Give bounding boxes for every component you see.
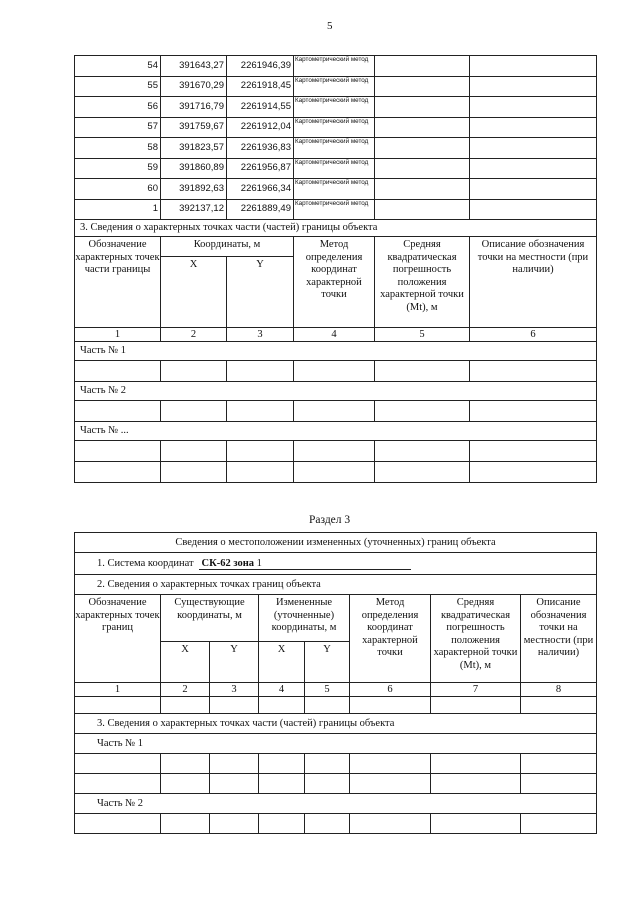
column-number: 6 xyxy=(470,328,597,342)
empty-cell xyxy=(375,361,470,382)
empty-cell xyxy=(227,462,294,483)
empty-cell xyxy=(431,754,521,774)
part-row xyxy=(75,734,597,754)
part-row xyxy=(75,794,597,814)
point-error xyxy=(375,158,470,179)
column-number: 3 xyxy=(210,683,259,697)
header-y: Y xyxy=(227,257,294,328)
header-error: Средняя квадратическая погрешность положения характерной точки (Mt), м xyxy=(375,237,470,328)
empty-cell xyxy=(75,462,161,483)
point-x: 391759,67 xyxy=(161,117,227,138)
point-y: 2261912,04 xyxy=(227,117,294,138)
boundary-points-table xyxy=(74,55,597,483)
table2-title: Сведения о местоположении измененных (уточненных) границ объекта xyxy=(75,533,597,553)
t2-header-changed: Измененные (уточненные) координаты, м xyxy=(259,595,350,642)
point-method: Картометрический метод xyxy=(294,158,375,179)
empty-cell xyxy=(259,774,305,794)
empty-cell xyxy=(161,814,210,834)
point-row xyxy=(75,97,597,118)
empty-cell xyxy=(350,754,431,774)
point-description xyxy=(470,117,597,138)
point-method: Картометрический метод xyxy=(294,117,375,138)
part-label: Часть № ... xyxy=(75,422,597,441)
point-id: 55 xyxy=(75,76,161,97)
point-method: Картометрический метод xyxy=(294,97,375,118)
t2-section3-title: 3. Сведения о характерных точках части (частей) границы объекта xyxy=(75,714,597,734)
header-description: Описание обозначения точки на местности (при наличии) xyxy=(470,237,597,328)
column-number: 4 xyxy=(259,683,305,697)
point-x: 391716,79 xyxy=(161,97,227,118)
point-description xyxy=(470,158,597,179)
t2-header-existing: Существующие координаты, м xyxy=(161,595,259,642)
point-row xyxy=(75,56,597,77)
point-y: 2261966,34 xyxy=(227,179,294,200)
empty-row xyxy=(75,754,597,774)
point-row xyxy=(75,76,597,97)
empty-cell xyxy=(294,401,375,422)
empty-cell xyxy=(210,774,259,794)
point-error xyxy=(375,117,470,138)
t2-header-y-changed: Y xyxy=(305,642,350,683)
empty-cell xyxy=(259,814,305,834)
part-row xyxy=(75,342,597,361)
t2-header-x-changed: X xyxy=(259,642,305,683)
point-error xyxy=(375,76,470,97)
point-x: 391860,89 xyxy=(161,158,227,179)
empty-row xyxy=(75,441,597,462)
point-x: 392137,12 xyxy=(161,199,227,220)
empty-cell xyxy=(375,462,470,483)
column-number: 6 xyxy=(350,683,431,697)
empty-cell xyxy=(521,814,597,834)
empty-cell xyxy=(75,361,161,382)
point-method: Картометрический метод xyxy=(294,179,375,200)
t2-header-x-existing: X xyxy=(161,642,210,683)
empty-cell xyxy=(161,361,227,382)
point-description xyxy=(470,138,597,159)
point-method: Картометрический метод xyxy=(294,138,375,159)
point-row xyxy=(75,179,597,200)
header-designation: Обозначение характерных точек части границы xyxy=(75,237,161,328)
column-number: 8 xyxy=(521,683,597,697)
point-id: 58 xyxy=(75,138,161,159)
empty-cell xyxy=(294,462,375,483)
column-number: 1 xyxy=(75,328,161,342)
empty-cell xyxy=(227,401,294,422)
empty-cell xyxy=(431,774,521,794)
part-row xyxy=(75,382,597,401)
column-number: 1 xyxy=(75,683,161,697)
point-id: 59 xyxy=(75,158,161,179)
empty-cell xyxy=(294,441,375,462)
empty-cell xyxy=(259,754,305,774)
header-method: Метод определения координат характерной точки xyxy=(294,237,375,328)
empty-row xyxy=(75,774,597,794)
point-y: 2261918,45 xyxy=(227,76,294,97)
empty-cell xyxy=(75,754,161,774)
empty-cell xyxy=(75,441,161,462)
empty-cell xyxy=(210,697,259,714)
point-x: 391892,63 xyxy=(161,179,227,200)
point-error xyxy=(375,97,470,118)
point-y: 2261889,49 xyxy=(227,199,294,220)
changed-boundaries-table xyxy=(74,532,597,834)
page-number: 5 xyxy=(327,20,333,32)
point-error xyxy=(375,179,470,200)
t2-header-error: Средняя квадратическая погрешность положения характерной точки (Mt), м xyxy=(431,595,521,683)
coord-system-row xyxy=(75,553,597,575)
empty-cell xyxy=(161,754,210,774)
t2-header-designation: Обозначение характерных точек границ xyxy=(75,595,161,683)
column-number: 2 xyxy=(161,683,210,697)
part-label: Часть № 2 xyxy=(75,794,597,814)
point-error xyxy=(375,138,470,159)
point-y: 2261946,39 xyxy=(227,56,294,77)
point-row xyxy=(75,158,597,179)
t2-header-method: Метод определения координат характерной точки xyxy=(350,595,431,683)
empty-cell xyxy=(210,754,259,774)
t2-header-y-existing: Y xyxy=(210,642,259,683)
empty-cell xyxy=(305,697,350,714)
points-title: 2. Сведения о характерных точках границ объекта xyxy=(75,575,597,595)
part-row xyxy=(75,422,597,441)
point-x: 391823,57 xyxy=(161,138,227,159)
empty-cell xyxy=(294,361,375,382)
coord-system-zone: 1 xyxy=(256,557,262,569)
point-row xyxy=(75,138,597,159)
empty-cell xyxy=(470,441,597,462)
point-y: 2261914,55 xyxy=(227,97,294,118)
coord-system-value: СК-62 зона xyxy=(201,557,255,569)
empty-cell xyxy=(227,441,294,462)
point-id: 60 xyxy=(75,179,161,200)
empty-cell xyxy=(75,697,161,714)
empty-cell xyxy=(161,462,227,483)
point-id: 54 xyxy=(75,56,161,77)
empty-cell xyxy=(470,462,597,483)
part-label: Часть № 1 xyxy=(75,734,597,754)
empty-cell xyxy=(375,441,470,462)
point-id: 57 xyxy=(75,117,161,138)
section3-title: 3. Сведения о характерных точках части (частей) границы объекта xyxy=(75,220,597,237)
t2-header-description: Описание обозначения точки на местности (при наличии) xyxy=(521,595,597,683)
column-number: 5 xyxy=(375,328,470,342)
empty-cell xyxy=(161,697,210,714)
point-description xyxy=(470,199,597,220)
empty-row xyxy=(75,401,597,422)
empty-cell xyxy=(305,774,350,794)
empty-row xyxy=(75,814,597,834)
empty-cell xyxy=(305,754,350,774)
empty-cell xyxy=(521,754,597,774)
empty-cell xyxy=(305,814,350,834)
empty-cell xyxy=(227,361,294,382)
empty-cell xyxy=(350,697,431,714)
point-y: 2261936,83 xyxy=(227,138,294,159)
point-row xyxy=(75,117,597,138)
column-number: 3 xyxy=(227,328,294,342)
point-y: 2261956,87 xyxy=(227,158,294,179)
empty-cell xyxy=(75,814,161,834)
point-method: Картометрический метод xyxy=(294,56,375,77)
empty-cell xyxy=(161,774,210,794)
column-number: 7 xyxy=(431,683,521,697)
empty-cell xyxy=(470,401,597,422)
column-number: 4 xyxy=(294,328,375,342)
point-description xyxy=(470,76,597,97)
part-label: Часть № 2 xyxy=(75,382,597,401)
point-x: 391643,27 xyxy=(161,56,227,77)
coord-system-label: 1. Система координат xyxy=(97,557,194,569)
empty-cell xyxy=(350,774,431,794)
empty-cell xyxy=(210,814,259,834)
part-label: Часть № 1 xyxy=(75,342,597,361)
empty-cell xyxy=(431,697,521,714)
empty-row xyxy=(75,462,597,483)
point-description xyxy=(470,56,597,77)
point-description xyxy=(470,97,597,118)
empty-cell xyxy=(75,774,161,794)
column-number: 5 xyxy=(305,683,350,697)
empty-cell xyxy=(375,401,470,422)
point-method: Картометрический метод xyxy=(294,199,375,220)
empty-cell xyxy=(259,697,305,714)
empty-cell xyxy=(161,401,227,422)
header-x: X xyxy=(161,257,227,328)
point-x: 391670,29 xyxy=(161,76,227,97)
point-description xyxy=(470,179,597,200)
empty-cell xyxy=(521,774,597,794)
point-id: 56 xyxy=(75,97,161,118)
section-title: Раздел 3 xyxy=(309,514,351,526)
empty-cell xyxy=(350,814,431,834)
point-id: 1 xyxy=(75,199,161,220)
empty-cell xyxy=(521,697,597,714)
point-method: Картометрический метод xyxy=(294,76,375,97)
header-coords: Координаты, м xyxy=(161,237,294,257)
empty-row xyxy=(75,361,597,382)
coord-system-field xyxy=(199,558,411,570)
point-row xyxy=(75,199,597,220)
empty-cell xyxy=(470,361,597,382)
empty-cell xyxy=(161,441,227,462)
empty-cell xyxy=(75,401,161,422)
column-number: 2 xyxy=(161,328,227,342)
empty-cell xyxy=(431,814,521,834)
point-error xyxy=(375,56,470,77)
point-error xyxy=(375,199,470,220)
